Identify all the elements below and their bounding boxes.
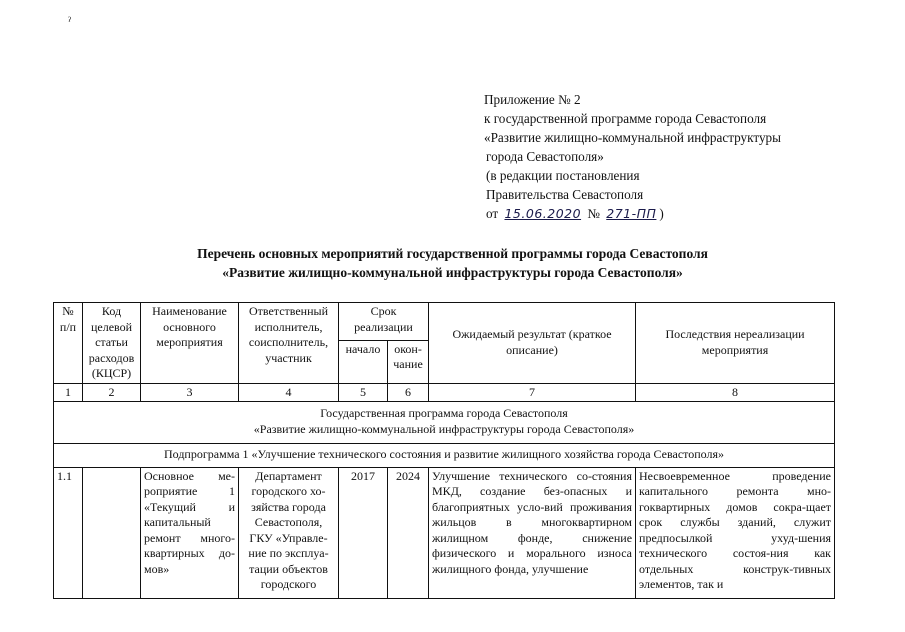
header-name: Наименование основного мероприятия [141, 303, 239, 384]
program-line-1: Государственная программа города Севастополя [320, 406, 568, 420]
appendix-date-line [484, 204, 781, 223]
column-number: 4 [239, 383, 339, 402]
document-title [0, 244, 905, 282]
header-code: Код целевой статьи расходов (КЦСР) [83, 303, 141, 384]
from-prefix: от [486, 206, 499, 221]
appendix-line: к государственной программе города Севастополя [484, 111, 767, 126]
column-number: 1 [54, 383, 83, 402]
header-row [54, 303, 835, 341]
column-number: 3 [141, 383, 239, 402]
row-consequences: Несвоевременное проведение капитального ремонта мно-гоквартирных домов сокра-щает срок службы зданий, служит предпосылкой ухуд-шения технического состоя-ния как отдельных конструк-тивных элементов, так и [636, 467, 835, 598]
column-number: 5 [339, 383, 388, 402]
appendix-line: города Севастополя» [486, 149, 604, 164]
row-result: Улучшение технического со-стояния МКД, создание без-опасных и благоприятных усло-вий проживания жильцов в многоквартирном жилищном фонде, снижение физического и морального износа жилищного фонда, улучшение [429, 467, 636, 598]
header-executor: Ответственный исполнитель, соисполнитель, участник [239, 303, 339, 384]
column-number: 7 [429, 383, 636, 402]
row-end: 2024 [388, 467, 429, 598]
row-executor: Департамент городского хо-зяйства города Севастополя, ГКУ «Управле-ние по эксплуа-тации объектов городского [239, 467, 339, 598]
number-prefix: № [587, 206, 600, 221]
header-end: окон-чание [388, 340, 429, 383]
program-title [54, 402, 835, 444]
column-number: 8 [636, 383, 835, 402]
subprogram-row [54, 444, 835, 468]
appendix-line: Приложение № 2 [484, 92, 581, 107]
scan-speck-mark: ˀ [68, 14, 71, 28]
subprogram-title: Подпрограмма 1 «Улучшение технического состояния и развитие жилищного хозяйства города Севастополя» [54, 444, 835, 468]
header-consequences: Последствия нереализации мероприятия [636, 303, 835, 384]
title-line-1: Перечень основных мероприятий государственной программы города Севастополя [197, 246, 708, 261]
appendix-line: (в редакции постановления [486, 168, 640, 183]
column-number: 2 [83, 383, 141, 402]
appendix-line: «Развитие жилищно-коммунальной инфраструктуры [484, 130, 782, 145]
column-number: 6 [388, 383, 429, 402]
row-code [83, 467, 141, 598]
program-line-2: «Развитие жилищно-коммунальной инфраструктуры города Севастополя» [253, 421, 635, 436]
table-row [54, 467, 835, 598]
header-term: Срок реализации [339, 303, 429, 341]
row-start: 2017 [339, 467, 388, 598]
activities-table [53, 302, 835, 599]
appendix-header [484, 90, 781, 223]
header-start: начало [339, 340, 388, 383]
column-number-row [54, 383, 835, 402]
row-num: 1.1 [54, 467, 83, 598]
appendix-line: Правительства Севастополя [486, 187, 644, 202]
title-line-2: «Развитие жилищно-коммунальной инфраструктуры города Севастополя» [222, 265, 683, 280]
row-name: Основное ме-роприятие 1 «Текущий и капитальный ремонт много-квартирных до-мов» [141, 467, 239, 598]
close-paren: ) [659, 206, 664, 221]
handwritten-number: 271-ПП [606, 206, 657, 221]
header-result: Ожидаемый результат (краткое описание) [429, 303, 636, 384]
handwritten-date: 15.06.2020 [504, 206, 582, 221]
header-num: № п/п [54, 303, 83, 384]
program-row [54, 402, 835, 444]
